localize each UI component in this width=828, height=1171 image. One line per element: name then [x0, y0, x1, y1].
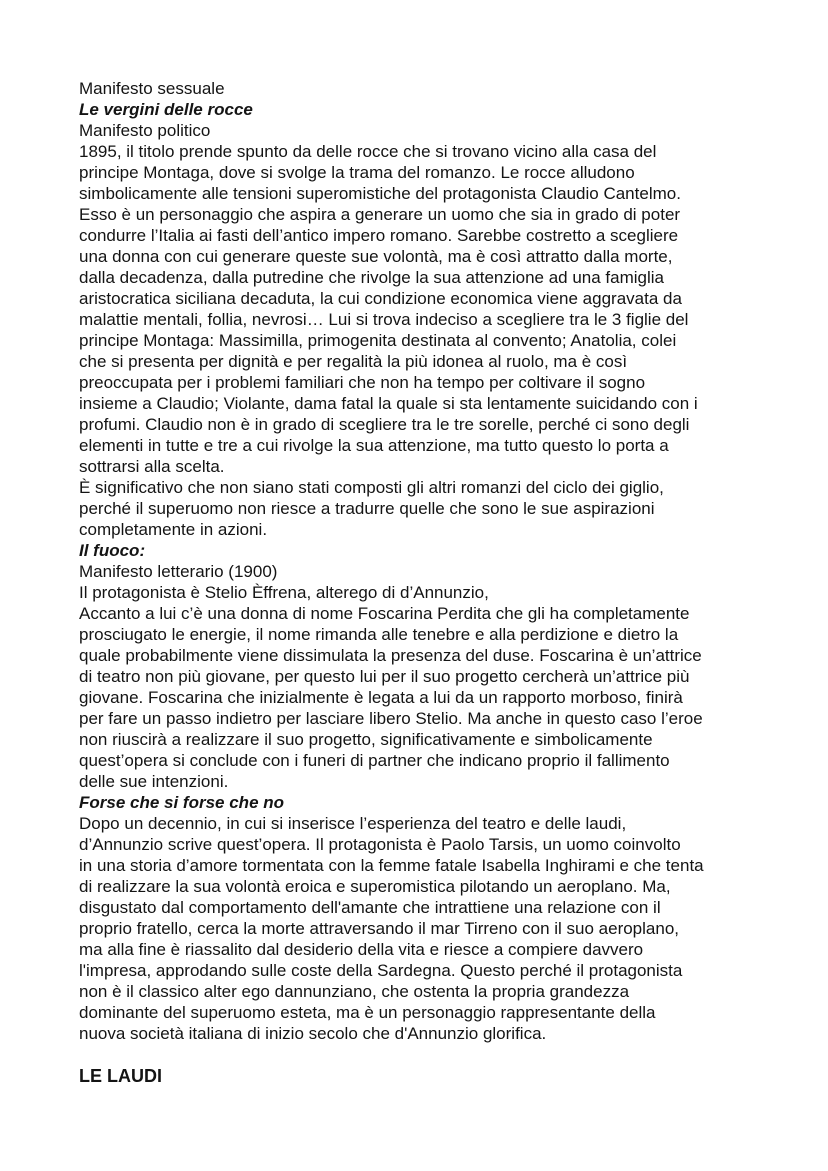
section-body-fuoco — [79, 582, 779, 792]
text-line: 1895, il titolo prende spunto da delle rocce che si trovano vicino alla casa del — [79, 142, 657, 161]
text-line: Esso è un personaggio che aspira a generare un uomo che sia in grado di poter — [79, 205, 681, 224]
document-page — [79, 78, 779, 1087]
text-line: una donna con cui generare queste sue volontà, ma è così attratto dalla morte, — [79, 247, 673, 266]
text-line: proprio fratello, cerca la morte attraversando il mar Tirreno con il suo aeroplano, — [79, 919, 680, 938]
text-line: di realizzare la sua volontà eroica e superomistica pilotando un aeroplano. Ma, — [79, 877, 671, 896]
text-line: disgustato dal comportamento dell'amante che intrattiene una relazione con il — [79, 898, 661, 917]
text-line: di teatro non più giovane, per questo lui per il suo progetto cercherà un’attrice più — [79, 667, 690, 686]
text-line: Dopo un decennio, in cui si inserisce l’esperienza del teatro e delle laudi, — [79, 814, 627, 833]
section-title-forse: Forse che si forse che no — [79, 793, 285, 812]
text-line: perché il superuomo non riesce a tradurre quelle che sono le sue aspirazioni — [79, 499, 655, 518]
text-line: giovane. Foscarina che inizialmente è legata a lui da un rapporto morboso, finirà — [79, 688, 683, 707]
text-line: dominante del superuomo esteta, ma è un personaggio rappresentante della — [79, 1003, 656, 1022]
text-line: quest’opera si conclude con i funeri di partner che indicano proprio il fallimento — [79, 751, 670, 770]
text-line: principe Montaga, dove si svolge la trama del romanzo. Le rocce alludono — [79, 163, 635, 182]
text-line: insieme a Claudio; Violante, dama fatal la quale si sta lentamente suicidando con i — [79, 394, 698, 413]
text-line: nuova società italiana di inizio secolo che d'Annunzio glorifica. — [79, 1024, 547, 1043]
text-line: non è il classico alter ego dannunziano, che ostenta la propria grandezza — [79, 982, 630, 1001]
text-line: sottrarsi alla scelta. — [79, 457, 225, 476]
text-line: Il protagonista è Stelio Èffrena, alterego di d’Annunzio, — [79, 583, 489, 602]
section-subtitle-fuoco: Manifesto letterario (1900) — [79, 562, 278, 581]
section-title-fuoco: Il fuoco: — [79, 541, 146, 560]
text-line: simbolicamente alle tensioni superomistiche del protagonista Claudio Cantelmo. — [79, 184, 681, 203]
section-body-vergini — [79, 141, 779, 540]
section-title-vergini: Le vergini delle rocce — [79, 100, 253, 119]
text-line: ma alla fine è riassalito dal desiderio della vita e riesce a compiere davvero — [79, 940, 644, 959]
section-subtitle-vergini: Manifesto politico — [79, 121, 211, 140]
text-line: per fare un passo indietro per lasciare libero Stelio. Ma anche in questo caso l’eroe — [79, 709, 703, 728]
text-line: in una storia d’amore tormentata con la femme fatale Isabella Inghirami e che tenta — [79, 856, 704, 875]
text-line: l'impresa, approdando sulle coste della Sardegna. Questo perché il protagonista — [79, 961, 683, 980]
text-line: principe Montaga: Massimilla, primogenita destinata al convento; Anatolia, colei — [79, 331, 677, 350]
intro-label: Manifesto sessuale — [79, 79, 225, 98]
text-line: condurre l’Italia ai fasti dell’antico impero romano. Sarebbe costretto a scegliere — [79, 226, 679, 245]
section-body-forse — [79, 813, 779, 1044]
text-line: d’Annunzio scrive quest’opera. Il protagonista è Paolo Tarsis, un uomo coinvolto — [79, 835, 681, 854]
text-line: Accanto a lui c’è una donna di nome Foscarina Perdita che gli ha completamente — [79, 604, 690, 623]
text-line: malattie mentali, follia, nevrosi… Lui si trova indeciso a scegliere tra le 3 figlie del — [79, 310, 689, 329]
text-line: dalla decadenza, dalla putredine che rivolge la sua attenzione ad una famiglia — [79, 268, 665, 287]
text-line: elementi in tutte e tre a cui rivolge la sua attenzione, ma tutto questo lo porta a — [79, 436, 669, 455]
final-heading: LE LAUDI — [79, 1066, 162, 1086]
text-line: profumi. Claudio non è in grado di scegliere tra le tre sorelle, perché ci sono degli — [79, 415, 690, 434]
text-line: prosciugato le energie, il nome rimanda alle tenebre e alla perdizione e dietro la — [79, 625, 679, 644]
text-line: aristocratica siciliana decaduta, la cui condizione economica viene aggravata da — [79, 289, 682, 308]
text-line: non riuscirà a realizzare il suo progetto, significativamente e simbolicamente — [79, 730, 653, 749]
text-line: completamente in azioni. — [79, 520, 268, 539]
text-line: È significativo che non siano stati composti gli altri romanzi del ciclo dei giglio, — [79, 478, 664, 497]
text-line: che si presenta per dignità e per regalità la più idonea al ruolo, ma è così — [79, 352, 628, 371]
text-line: delle sue intenzioni. — [79, 772, 229, 791]
text-line: preoccupata per i problemi familiari che non ha tempo per coltivare il sogno — [79, 373, 646, 392]
text-line: quale probabilmente viene dissimulata la presenza del duse. Foscarina è un’attrice — [79, 646, 702, 665]
